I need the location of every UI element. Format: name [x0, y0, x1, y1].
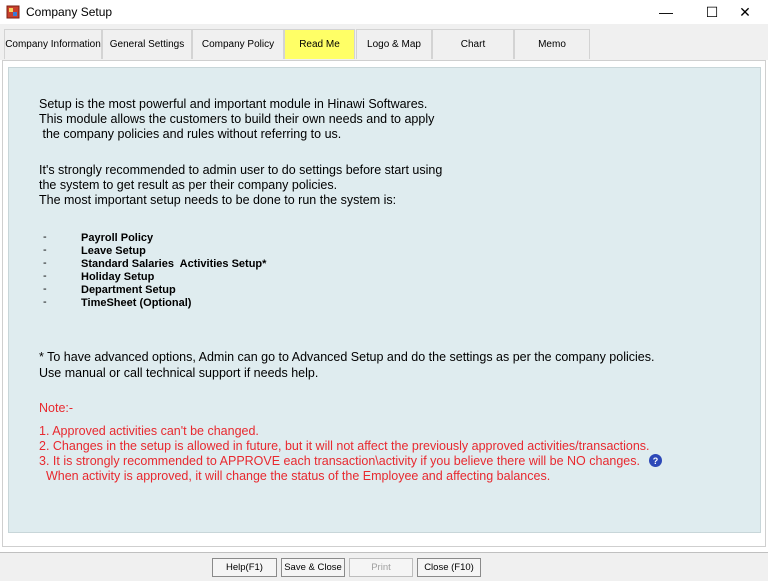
help-icon[interactable]: ?	[649, 454, 662, 467]
tab-company-information[interactable]: Company Information	[4, 29, 102, 59]
recommend-line-2: the system to get result as per their company policies.	[39, 178, 338, 192]
tab-chart[interactable]: Chart	[432, 29, 514, 59]
app-icon	[6, 5, 20, 19]
tab-strip	[0, 24, 768, 60]
intro-line-3: the company policies and rules without referring to us.	[39, 127, 342, 141]
note-line-3: 3. It is strongly recommended to APPROVE each transaction\activity if you believe there will be NO changes.	[39, 454, 640, 468]
setup-item-holiday-setup: Holiday Setup	[81, 271, 155, 283]
close-window-icon[interactable]: ✕	[739, 3, 751, 20]
setup-item-timesheet: TimeSheet (Optional)	[81, 297, 192, 309]
note-title: Note:-	[39, 401, 74, 415]
intro-line-1: Setup is the most powerful and important module in Hinawi Softwares.	[39, 97, 428, 111]
list-bullet: -	[43, 244, 47, 256]
setup-item-payroll-policy: Payroll Policy	[81, 232, 154, 244]
note-line-1: 1. Approved activities can't be changed.	[39, 424, 259, 438]
setup-item-standard-salaries: Standard Salaries Activities Setup*	[81, 258, 267, 270]
note-line-2: 2. Changes in the setup is allowed in future, but it will not affect the previously approved activities/transactions.	[39, 439, 650, 453]
maximize-icon[interactable]: ☐	[705, 3, 719, 20]
advanced-line-2: Use manual or call technical support if needs help.	[39, 366, 319, 380]
minimize-icon[interactable]: —	[659, 4, 673, 20]
tab-company-policy[interactable]: Company Policy	[192, 29, 284, 59]
tab-memo[interactable]: Memo	[514, 29, 590, 59]
list-bullet: -	[43, 257, 47, 269]
save-close-button[interactable]: Save & Close	[281, 558, 345, 577]
setup-item-leave-setup: Leave Setup	[81, 245, 146, 257]
tab-logo-map[interactable]: Logo & Map	[356, 29, 432, 59]
print-button: Print	[349, 558, 413, 577]
recommend-line-3: The most important setup needs to be done to run the system is:	[39, 193, 397, 207]
list-bullet: -	[43, 283, 47, 295]
list-bullet: -	[43, 270, 47, 282]
recommend-line-1: It's strongly recommended to admin user to do settings before start using	[39, 163, 443, 177]
list-bullet: -	[43, 231, 47, 243]
note-line-4: When activity is approved, it will change the status of the Employee and affecting balances.	[39, 469, 551, 483]
intro-line-2: This module allows the customers to build their own needs and to apply	[39, 112, 435, 126]
setup-item-department-setup: Department Setup	[81, 284, 176, 296]
advanced-line-1: * To have advanced options, Admin can go to Advanced Setup and do the settings as per the company policies.	[39, 350, 655, 364]
tab-general-settings[interactable]: General Settings	[102, 29, 192, 59]
help-button[interactable]: Help(F1)	[212, 558, 277, 577]
title-bar	[0, 0, 768, 24]
close-button[interactable]: Close (F10)	[417, 558, 481, 577]
window-title: Company Setup	[26, 5, 113, 19]
tab-read-me[interactable]: Read Me	[284, 29, 355, 59]
list-bullet: -	[43, 296, 47, 308]
